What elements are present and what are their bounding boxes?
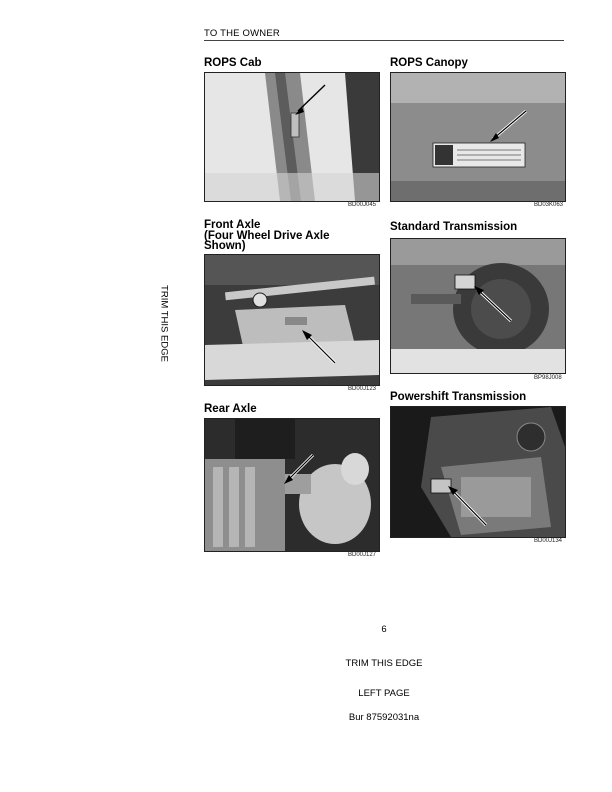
figure-code-rops-cab: BD00J045: [348, 202, 377, 208]
page-number: 6: [381, 624, 387, 635]
page-header: TO THE OWNER: [204, 28, 280, 39]
figure-code-powershift-transmission: BD00J134: [534, 538, 563, 544]
figure-code-front-axle: BD00J123: [348, 386, 377, 392]
figure-title-rops-cab: ROPS Cab: [204, 57, 262, 69]
figure-code-rear-axle: BD00J127: [348, 552, 377, 558]
figure-title-line: (Four Wheel Drive Axle: [204, 229, 330, 242]
header-rule: [204, 40, 564, 41]
figure-title-front-axle: [204, 220, 329, 252]
figure-title-powershift-transmission: Powershift Transmission: [390, 391, 527, 403]
figure-title-line: Front Axle: [204, 219, 261, 231]
footer-left-page: LEFT PAGE: [358, 688, 410, 699]
footer-trim-label: TRIM THIS EDGE: [345, 658, 423, 669]
figure-title-line: Shown): [204, 240, 246, 252]
photo-powershift-transmission: [390, 406, 566, 538]
photo-standard-transmission: [390, 238, 566, 374]
figure-title-rops-canopy: ROPS Canopy: [390, 57, 468, 69]
side-trim-label: TRIM THIS EDGE: [158, 285, 170, 362]
footer-doc-id: Bur 87592031na: [348, 712, 420, 723]
figure-title-standard-transmission: Standard Transmission: [390, 221, 518, 233]
photo-rops-cab: [204, 72, 380, 202]
photo-rops-canopy: [390, 72, 566, 202]
photo-rear-axle: [204, 418, 380, 552]
figure-code-rops-canopy: BD03K063: [534, 202, 564, 208]
photo-front-axle: [204, 254, 380, 386]
figure-code-standard-transmission: BP98J008: [534, 375, 562, 381]
figure-title-rear-axle: Rear Axle: [204, 403, 257, 415]
